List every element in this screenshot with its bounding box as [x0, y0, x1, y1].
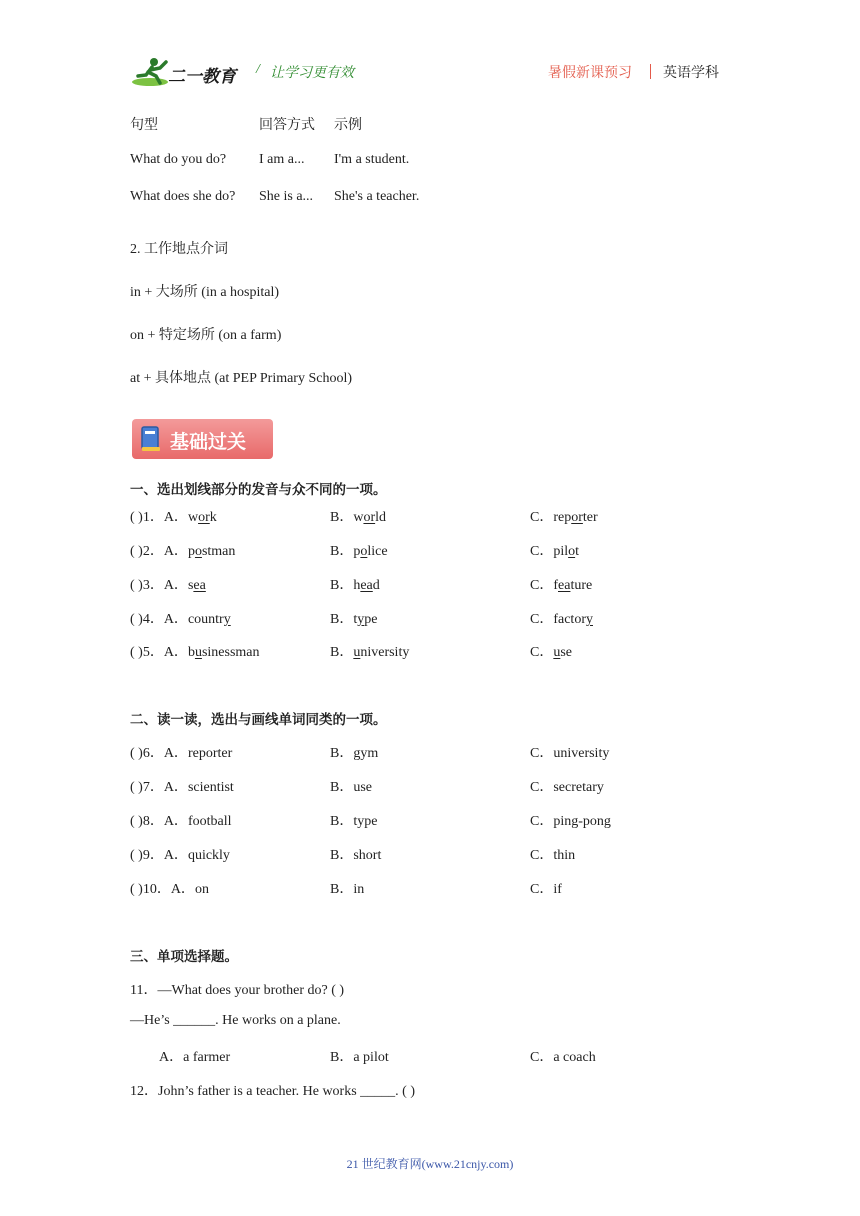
option-a	[188, 645, 260, 660]
question-11: 11．—What does your brother do? ( )	[130, 983, 345, 998]
underlined-sound: y	[357, 612, 365, 627]
question-label: ( )6．A．	[130, 746, 188, 761]
section3-title: 三、单项选择题。	[130, 949, 238, 965]
option-c-word	[530, 544, 579, 559]
word-part: sinessman	[201, 645, 260, 660]
option-a-word: football	[187, 814, 232, 829]
option-b: B．gym	[330, 746, 379, 761]
preposition-line: in + 大场所 (in a hospital)	[130, 285, 280, 300]
option-c: C．a coach	[530, 1050, 596, 1065]
table-cell: She is a...	[259, 189, 314, 204]
option-c	[530, 608, 593, 628]
question-number	[130, 608, 231, 628]
underlined-sound: ea	[193, 578, 206, 593]
word-part: p	[187, 544, 195, 559]
option-b-word	[330, 612, 377, 627]
question-label: ( )9．A．	[130, 848, 188, 863]
underlined-sound: ea	[558, 578, 571, 593]
header-separator	[650, 64, 651, 79]
underlined-sound: u	[353, 645, 361, 660]
word-part: B．w	[330, 510, 364, 525]
question-11-line2: —He’s ______. He works on a plane.	[130, 1013, 341, 1028]
question-label: ( )8．A．	[130, 814, 188, 829]
question-number	[130, 506, 217, 526]
runner-logo-icon	[130, 56, 170, 88]
question-number	[130, 776, 234, 796]
option-b: B．use	[330, 780, 372, 795]
brand-name: 二一教育	[168, 67, 236, 87]
option-c-word	[530, 578, 592, 593]
word-part: d	[372, 578, 380, 593]
word-part: C．pil	[530, 544, 569, 559]
option-a-word: on	[194, 882, 209, 897]
option-c: C．thin	[530, 848, 576, 863]
section-badge	[132, 419, 273, 459]
word-part: B．t	[330, 612, 358, 627]
option-c: C．if	[530, 882, 562, 897]
question-number	[130, 540, 235, 560]
word-part: b	[187, 645, 195, 660]
underlined-sound: ea	[360, 578, 373, 593]
question-label: ( )5．A．	[130, 645, 188, 660]
question-label: ( )4．A．	[130, 612, 188, 627]
question-label: ( )3．A．	[130, 578, 188, 593]
underlined-sound: y	[585, 612, 593, 627]
underlined-sound: u	[553, 645, 561, 660]
word-part: C．f	[530, 578, 558, 593]
option-c	[530, 641, 572, 661]
underlined-sound: o	[194, 544, 202, 559]
subject-name: 英语学科	[663, 65, 719, 81]
word-part: B．h	[330, 578, 361, 593]
option-b-word	[330, 510, 386, 525]
option-b: B．short	[330, 848, 382, 863]
underlined-sound: o	[360, 544, 368, 559]
word-part: C．	[530, 645, 554, 660]
option-b: B．a pilot	[330, 1050, 389, 1065]
word-part: ture	[570, 578, 593, 593]
option-b	[330, 608, 377, 628]
word-part: niversity	[360, 645, 410, 660]
book-icon	[140, 425, 162, 453]
option-a: A．a farmer	[159, 1050, 231, 1065]
word-part: countr	[187, 612, 224, 627]
table-header-pattern: 句型	[130, 117, 158, 133]
footer-source: 21 世纪教育网(www.21cnjy.com)	[346, 1157, 514, 1171]
question-label: ( )2．A．	[130, 544, 188, 559]
word-part: lice	[367, 544, 388, 559]
option-a-word: reporter	[187, 746, 233, 761]
question-number	[130, 641, 260, 661]
table-cell: What does she do?	[130, 189, 236, 204]
word-part: t	[575, 544, 580, 559]
underlined-sound: or	[571, 510, 583, 525]
option-c-word	[530, 645, 572, 660]
option-c: C．university	[530, 746, 610, 761]
option-c	[530, 574, 592, 594]
table-header-example: 示例	[334, 117, 362, 133]
table-header-answer: 回答方式	[259, 117, 315, 133]
word-part: k	[209, 510, 217, 525]
logo	[130, 56, 245, 90]
option-c	[530, 540, 579, 560]
course-name: 暑假新课预习	[548, 65, 632, 81]
question-number	[130, 844, 230, 864]
question-label: ( )7．A．	[130, 780, 188, 795]
word-part: s	[187, 578, 194, 593]
word-part: B．	[330, 645, 354, 660]
question-number	[130, 742, 232, 762]
word-part: C．factor	[530, 612, 586, 627]
word-part: B．p	[330, 544, 361, 559]
option-b: B．in	[330, 882, 365, 897]
table-cell: What do you do?	[130, 152, 227, 167]
option-b	[330, 506, 386, 526]
table-cell: She's a teacher.	[334, 189, 420, 204]
option-a-word: quickly	[187, 848, 230, 863]
word-part: ld	[375, 510, 387, 525]
option-c: C．ping-pong	[530, 814, 611, 829]
option-a	[188, 578, 206, 593]
question-number	[130, 878, 209, 898]
option-c-word	[530, 612, 593, 627]
option-b	[330, 574, 380, 594]
prepositions-title: 2. 工作地点介词	[130, 242, 228, 257]
option-a	[188, 612, 231, 627]
option-a-word: scientist	[187, 780, 234, 795]
badge-label: 基础过关	[170, 431, 247, 453]
question-12: 12．John’s father is a teacher. He works _____. ( )	[130, 1084, 415, 1099]
word-part: C．rep	[530, 510, 572, 525]
table-cell: I'm a student.	[334, 152, 410, 167]
option-b-word	[330, 578, 380, 593]
word-part: ter	[582, 510, 598, 525]
word-part: w	[187, 510, 199, 525]
slogan: 让学习更有效	[270, 65, 354, 81]
underlined-sound: y	[223, 612, 231, 627]
question-label: ( )10．A．	[130, 882, 195, 897]
option-b	[330, 540, 388, 560]
option-c-word	[530, 510, 598, 525]
word-part: se	[560, 645, 573, 660]
word-part: stman	[201, 544, 236, 559]
option-b-word	[330, 645, 409, 660]
underlined-sound: or	[363, 510, 376, 525]
underlined-sound: o	[568, 544, 576, 559]
option-b	[330, 641, 409, 661]
option-a	[188, 544, 235, 559]
preposition-line: on + 特定场所 (on a farm)	[130, 328, 282, 343]
section2-title: 二、读一读，选出与画线单词同类的一项。	[130, 712, 387, 728]
option-b: B．type	[330, 814, 378, 829]
slogan-divider: /	[256, 62, 260, 77]
question-number	[130, 574, 206, 594]
preposition-line: at + 具体地点 (at PEP Primary School)	[130, 371, 353, 386]
option-b-word	[330, 544, 388, 559]
word-part: pe	[364, 612, 378, 627]
underlined-sound: or	[198, 510, 210, 525]
option-c: C．secretary	[530, 780, 604, 795]
option-c	[530, 506, 598, 526]
question-number	[130, 810, 231, 830]
question-label: ( )1．A．	[130, 510, 188, 525]
option-a	[188, 510, 217, 525]
section1-title: 一、选出划线部分的发音与众不同的一项。	[130, 482, 387, 498]
table-cell: I am a...	[259, 152, 305, 167]
underlined-sound: u	[194, 645, 202, 660]
